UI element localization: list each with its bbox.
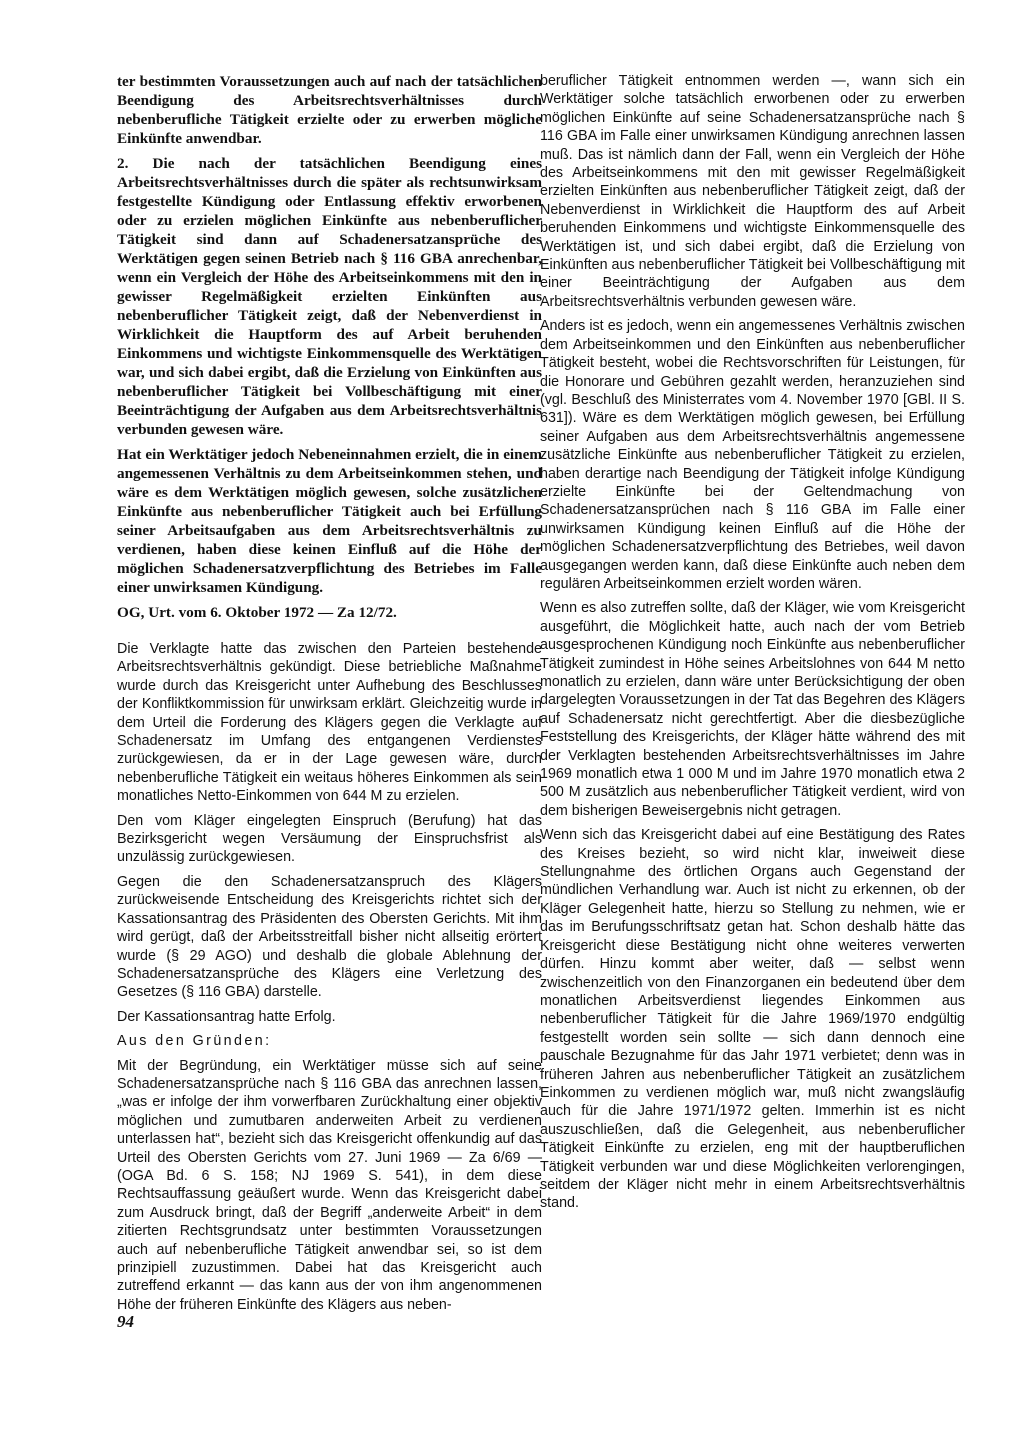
facts-paragraph-4: Der Kassationsantrag hatte Erfolg. xyxy=(117,1008,336,1025)
court-citation: OG, Urt. vom 6. Oktober 1972 — Za 12/72. xyxy=(117,604,397,621)
facts-paragraph-1: Die Verklagte hatte das zwischen den Parteien bestehende Arbeitsrechtsverhältnis gekündigt. Diese betriebliche Maßnahme wurde durch das Kreisgericht unter Aufhebung des Beschlusses der Konfliktkommission für unwirksam erklärt. Gleichzeitig wurde in dem Urteil die Forderung des Klägers gegen die Verklagte auf Schadenersatz im Umfang des entgangenen Verdienstes zurückgewiesen, da er in der Lage gewesen wäre, durch nebenberufliche Tätigkeit ein weitaus höheres Einkommen als sein monatliches Netto-Einkommen von 644 M zu erzielen. xyxy=(117,641,542,805)
grounds-heading: Aus den Gründen: xyxy=(117,1033,272,1050)
grounds-paragraph-2: beruflicher Tätigkeit entnommen werden —, wann sich ein Werktätiger solche tatsächlich erworbenen oder zu erwerben möglichen Einkünfte auf seine Schadenersatzansprüche nach § 116 GBA im Falle einer unwirksamen Kündigung anrechnen lassen muß. Das ist nämlich dann der Fall, wenn ein Vergleich der Höhe des Arbeitseinkommens mit den mit gewisser Regelmäßigkeit erzielten Einkünften aus nebenberuflicher Tätigkeit zeigt, daß der Nebenverdienst in Wirklichkeit die Hauptform des auf Arbeit beruhenden Einkommens und wichtigste Einkommensquelle des Werktätigen ist, und sich dabei ergibt, daß die Erzielung von Einkünften aus nebenberuflicher Tätigkeit bei Vollbeschäftigung mit einer Beeinträchtigung der Aufgaben aus dem Arbeitsrechtsverhältnis verbunden gewesen wäre. xyxy=(540,73,965,310)
headnote-continuation: ter bestimmten Voraussetzungen auch auf nach der tatsächlichen Beendigung des Arbeitsrechtsverhältnisses durch nebenberufliche Tätigkeit erzielte oder zu erwerben mögliche Einkünfte anwendbar. xyxy=(117,73,542,147)
grounds-paragraph-4: Wenn es also zutreffen sollte, daß der Kläger, wie vom Kreisgericht ausgeführt, die Möglichkeit hatte, auch nach der vom Betrieb ausgesprochenen Kündigung noch Einkünfte aus nebenberuflicher Tätigkeit zumindest in Höhe seines Arbeitslohnes von 644 M netto monatlich zu erzielen, dann wäre unter Berücksichtigung der oben dargelegten Voraussetzungen in der Tat das Begehren des Klägers auf Schadenersatz nicht gerechtfertigt. Aber die diesbezügliche Feststellung des Kreisgerichts, der Kläger hätte während des mit der Verklagten bestehenden Arbeitsrechtsverhältnisses im Jahre 1969 monatlich etwa 1 000 M und im Jahre 1970 monatlich etwa 2 500 M zusätzlich aus nebenberuflicher Tätigkeit verdient, wird von dem bisherigen Beweisergebnis nicht getragen. xyxy=(540,600,965,819)
section-gap xyxy=(117,628,542,640)
headnote-point-3: Hat ein Werktätiger jedoch Nebeneinnahmen erzielt, die in einem angemessenen Verhältnis zu dem Arbeitseinkommen stehen, und wäre es dem Werktätigen möglich gewesen, solche zusätzlichen Einkünfte aus nebenberuflicher Tätigkeit auch bei Erfüllung seiner Arbeitsaufgaben aus dem Arbeitsrechtsverhältnis zu verdienen, haben diese keinen Einfluß auf die Höhe der möglichen Schadenersatzverpflichtung des Betriebes im Falle einer unwirksamen Kündigung. xyxy=(117,446,542,596)
facts-paragraph-2: Den vom Kläger eingelegten Einspruch (Berufung) hat das Bezirksgericht wegen Versäumung der Einspruchsfrist als unzulässig zurückgewiesen. xyxy=(117,812,542,866)
facts-paragraph-3: Gegen die den Schadenersatzanspruch des Klägers zurückweisende Entscheidung des Kreisgerichts richtet sich der Kassationsantrag des Präsidenten des Obersten Gerichts. Mit ihm wird gerügt, daß der Arbeitsstreitfall bisher nicht allseitig erörtert wurde (§ 29 AGO) und deshalb die globale Ablehnung der Schadenersatzansprüche des Klägers eine Verletzung des Gesetzes (§ 116 GBA) darstelle. xyxy=(117,873,542,1001)
grounds-paragraph-3: Anders ist es jedoch, wenn ein angemessenes Verhältnis zwischen dem Arbeitseinkommen und den Einkünften aus nebenberuflicher Tätigkeit besteht, wobei die Rechtsvorschriften für Leistungen, für die Honorare und Gebühren gezahlt werden, heranzuziehen sind (vgl. Beschluß des Ministerrates vom 4. November 1970 [GBl. II S. 631]). Wäre es dem Werktätigen möglich gewesen, bei Erfüllung seiner Aufgaben aus dem Arbeitsrechtsverhältnis angemessene zusätzliche Einkünfte aus nebenberuflicher Tätigkeit zu erzielen, haben derartige nach Beendigung der Tätigkeit infolge Kündigung erzielte Einkünfte bei der Geltendmachung von Schadenersatzansprüchen nach § 116 GBA im Falle einer unwirksamen Kündigung keinen Einfluß auf die Höhe der möglichen Schadenersatzverpflichtung des Betriebes, weil davon ausgegangen werden kann, daß diese Einkünfte auch neben dem regulären Arbeitseinkommen erzielt worden wären. xyxy=(540,318,965,592)
right-column xyxy=(540,72,965,1219)
headnote-point-2: 2. Die nach der tatsächlichen Beendigung eines Arbeitsrechtsverhältnisses durch die später als rechtsunwirksam festgestellte Kündigung oder Entlassung effektiv erworbenen oder zu erzielen möglichen Einkünfte aus nebenberuflicher Tätigkeit sind dann auf Schadenersatzansprüche des Werktätigen gegen seinen Betrieb nach § 116 GBA anrechenbar, wenn ein Vergleich der Höhe des Arbeitseinkommens mit den in gewisser Regelmäßigkeit erzielten Einkünften aus nebenberuflicher Tätigkeit zeigt, daß der Nebenverdienst in Wirklichkeit die Hauptform des auf Arbeit beruhenden Einkommens und wichtigste Einkommensquelle des Werktätigen war, und sich dabei ergibt, daß die Erzielung von Einkünften aus nebenberuflicher Tätigkeit bei Vollbeschäftigung mit einer Beeinträchtigung der Aufgaben aus dem Arbeitsrechtsverhältnis verbunden gewesen wäre. xyxy=(117,155,542,438)
page-number: 94 xyxy=(117,1312,134,1331)
grounds-paragraph-5: Wenn sich das Kreisgericht dabei auf eine Bestätigung des Rates des Kreises bezieht, so wird nicht klar, inweiweit diese Stellungnahme des örtlichen Organs auch Gegenstand der mündlichen Verhandlung war. Auch ist nicht zu erkennen, ob der Kläger Gelegenheit hatte, hierzu so Stellung zu nehmen, wie er das im Berufungsschriftsatz getan hat. Schon deshalb hätte das Kreisgericht diese Bestätigung nicht ohne weiteres verwerten dürfen. Hinzu kommt aber weiter, daß — selbst wenn zwischenzeitlich von den Finanzorganen ein bedeutend über dem monatlichen Arbeitsverdienst liegendes Einkommen aus nebenberuflicher Tätigkeit für die Jahre 1969/1970 endgültig festgestellt worden sein sollte — sich dann dennoch eine pauschale Bezugnahme für das Jahr 1971 verbietet; denn was in früheren Jahren aus nebenberuflicher Tätigkeit an zusätzlichem Einkommen zu verdienen möglich war, muß nicht zwangsläufig auch für die Jahre 1971/1972 gelten. Immerhin ist es nicht auszuschließen, daß die Gelegenheit, aus nebenberuflicher Tätigkeit Einkünfte zu erzielen, eng mit der hauptberuflichen Tätigkeit verbunden war und diese Möglichkeiten verlorengingen, seitdem der Kläger nicht mehr in einem Arbeitsrechtsverhältnis stand. xyxy=(540,827,965,1212)
grounds-paragraph-1: Mit der Begründung, ein Werktätiger müsse sich auf seine Schadenersatzansprüche nach § 116 GBA das anrechnen lassen, „was er infolge der ihm vorwerfbaren Zurückhaltung einer objektiv möglichen und zumutbaren anderweiten Arbeit zu verdienen unterlassen hat“, bezieht sich das Kreisgericht offenkundig auf das Urteil des Obersten Gerichts vom 27. Juni 1969 — Za 6/69 — (OGA Bd. 6 S. 158; NJ 1969 S. 541), in dem diese Rechtsauffassung geäußert wurde. Wenn das Kreisgericht dabei zum Ausdruck bringt, daß der Begriff „anderweite Arbeit“ in dem zitierten Rechtsgrundsatz unter bestimmten Voraussetzungen auch auf nebenberufliche Tätigkeit anwendbar sei, so ist dem prinzipiell zuzustimmen. Dabei hat das Kreisgericht auch zutreffend erkannt — das kann aus der von ihm angenommenen Höhe der früheren Einkünfte des Klägers aus neben- xyxy=(117,1057,542,1313)
left-column xyxy=(117,72,542,1320)
